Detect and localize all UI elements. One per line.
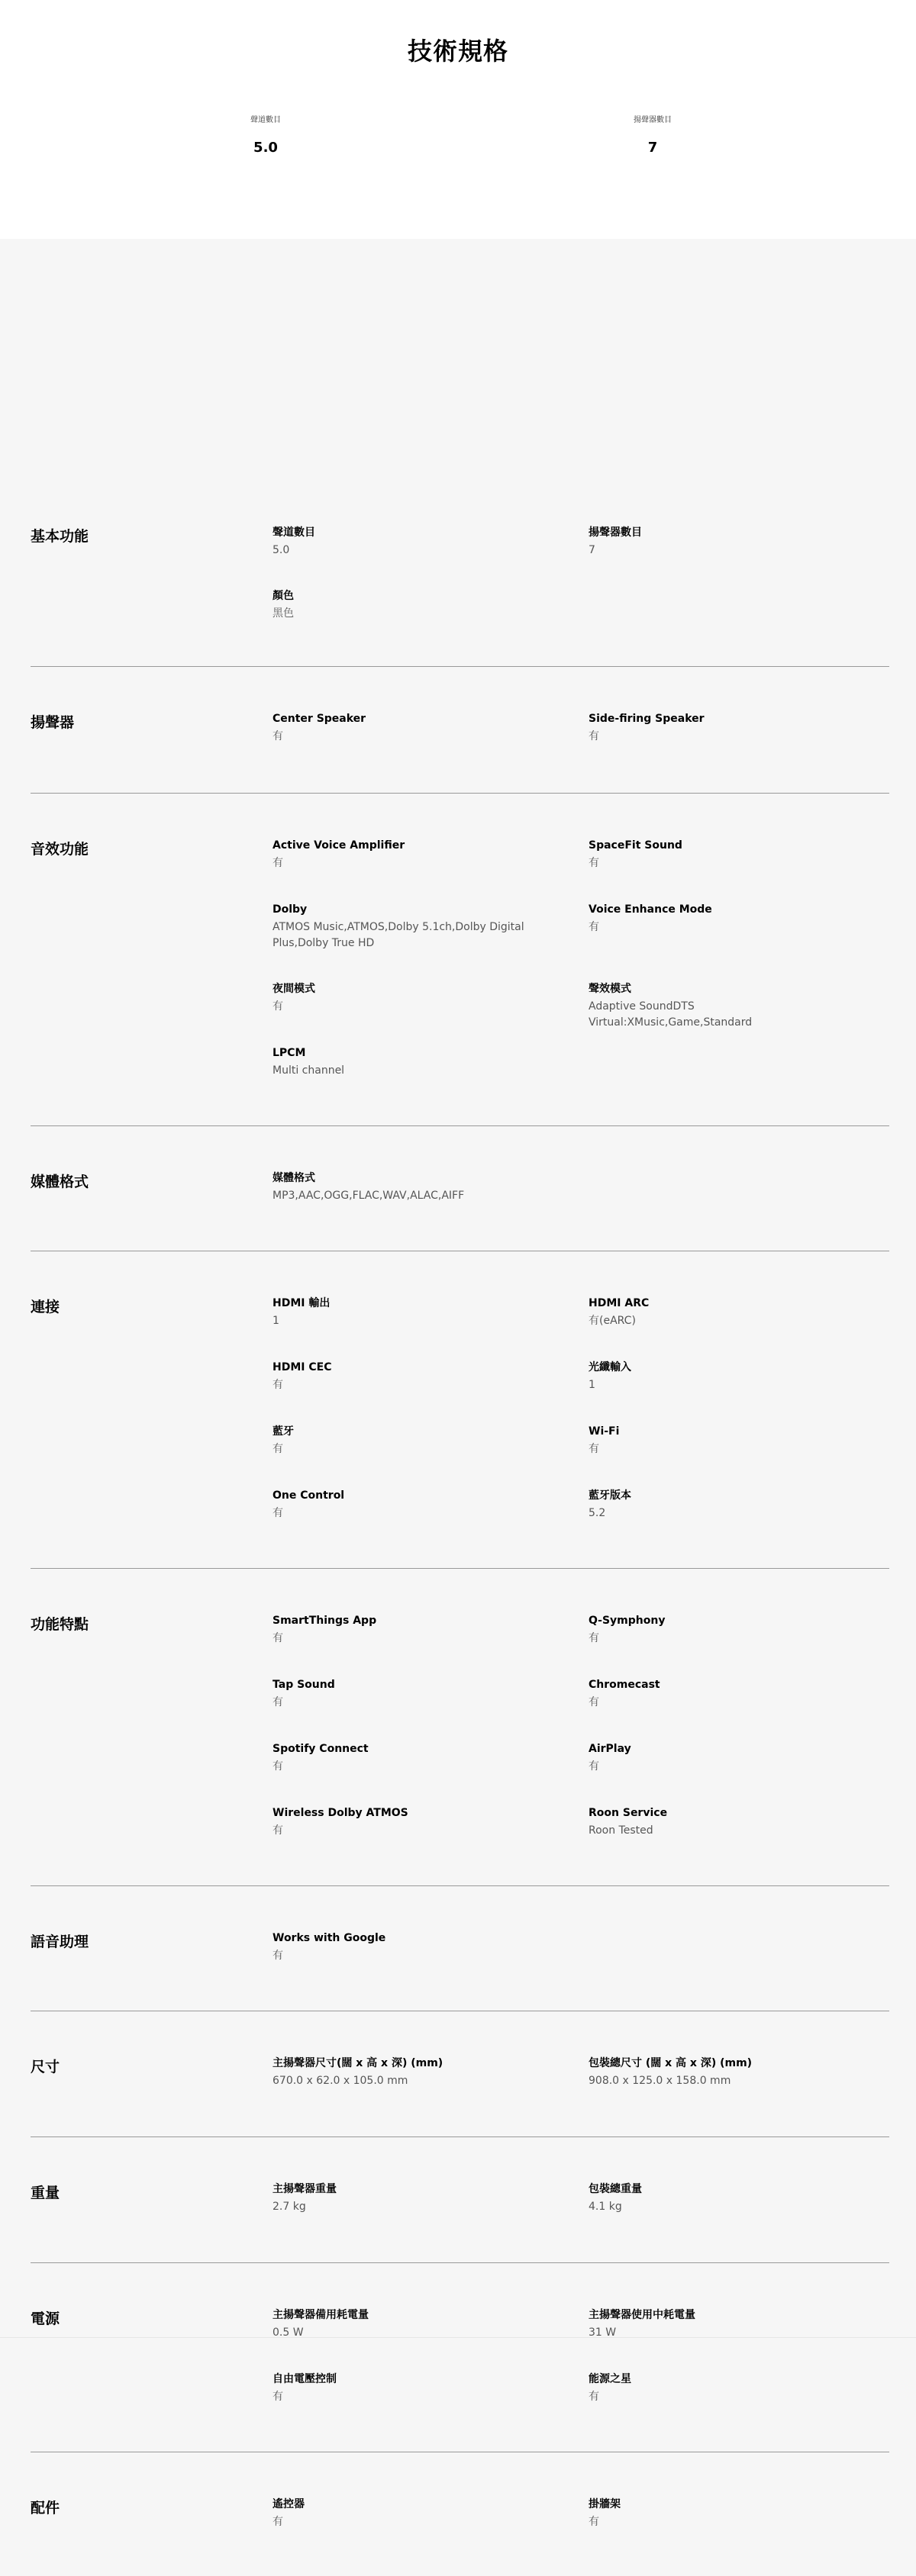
spec-item [273,588,532,622]
spec-value: 31 W [589,2326,617,2339]
spec-label: Side-firing Speaker [589,713,705,725]
spec-label: Wireless Dolby ATMOS [273,1807,408,1819]
spec-value: 908.0 x 125.0 x 158.0 mm [589,2075,731,2087]
spec-section [31,1251,889,1569]
spec-item [589,1488,848,1521]
spec-item [589,2182,848,2215]
spec-item [589,1424,848,1457]
spec-value: 1 [589,1379,595,1391]
summary-value: 5.0 [253,140,278,156]
spec-label: 聲道數目 [273,526,315,539]
spec-item [589,1296,848,1329]
spec-label: 夜間模式 [273,983,315,995]
spec-item [273,1677,532,1711]
summary-item-speakers [576,113,729,156]
spec-value: Roon Tested [589,1824,653,1837]
spec-label: 光纖輸入 [589,1361,631,1373]
spec-item [273,2307,532,2341]
section-title: 連接 [31,1299,60,1315]
spec-item [589,1613,848,1647]
spec-value: 2.7 kg [273,2201,306,2213]
spec-value: 有 [273,1507,283,1519]
spec-value: ATMOS Music,ATMOS,Dolby 5.1ch,Dolby Digital Plus,Dolby True HD [273,921,524,949]
summary-label: 聲道數目 [250,116,281,124]
spec-value: MP3,AAC,OGG,FLAC,WAV,ALAC,AIFF [273,1190,465,1202]
summary-label: 揚聲器數目 [634,116,672,124]
spec-label: Wi-Fi [589,1425,620,1438]
spec-value: 7 [589,544,595,556]
spec-item [589,902,848,935]
spec-item [589,1677,848,1711]
spec-label: One Control [273,1489,345,1502]
spec-item [273,2497,532,2530]
spec-item [273,2056,532,2089]
spec-value: 0.5 W [273,2326,304,2339]
spec-value: 670.0 x 62.0 x 105.0 mm [273,2075,408,2087]
spec-value: 有 [589,2516,599,2528]
spec-item [589,981,848,1031]
spec-item [589,2372,848,2405]
spec-item [589,838,848,871]
header-area [0,0,916,239]
spec-item [273,2372,532,2405]
spec-section [31,1569,889,1886]
spec-label: Chromecast [589,1679,660,1691]
spec-item [273,2182,532,2215]
spec-label: 自由電壓控制 [273,2373,337,2385]
spec-item [589,2497,848,2530]
spec-section [31,2263,889,2452]
spec-value: 有 [273,1950,283,1962]
spec-label: 遙控器 [273,2498,305,2510]
spec-value: 有 [273,1443,283,1455]
footer-divider [0,2337,916,2338]
spec-value: 有 [273,857,283,869]
spec-value: 有 [589,1760,599,1773]
spec-label: 主揚聲器尺寸(闊 x 高 x 深) (mm) [273,2057,443,2069]
spec-item [589,525,848,559]
summary-value: 7 [647,140,658,156]
spec-item [589,2307,848,2341]
section-title: 基本功能 [31,528,89,545]
spec-label: Tap Sound [273,1679,335,1691]
spec-section [31,794,889,1126]
spec-value: 有 [589,1443,599,1455]
spec-label: AirPlay [589,1743,631,1755]
spec-label: 顏色 [273,590,294,602]
spec-value: 有 [273,1000,283,1013]
spec-value: 有 [273,1760,283,1773]
spec-value: 有 [589,730,599,742]
page-title: 技術規格 [407,37,508,66]
spec-value: 有 [273,1696,283,1708]
spec-section [31,2452,889,2576]
section-title: 電源 [31,2310,60,2327]
spec-value: 有 [273,1632,283,1644]
spec-label: 包裝總尺寸 (闊 x 高 x 深) (mm) [589,2057,753,2069]
spec-label: Q-Symphony [589,1615,666,1627]
spec-label: HDMI CEC [273,1361,332,1373]
summary-item-channels [189,113,342,156]
spec-value: Adaptive SoundDTS Virtual:XMusic,Game,Standard [589,1000,753,1029]
spec-label: 聲效模式 [589,983,631,995]
spec-value: 4.1 kg [589,2201,622,2213]
spec-label: 掛牆架 [589,2498,621,2510]
spec-label: 能源之星 [589,2373,631,2385]
spec-label: Roon Service [589,1807,668,1819]
section-title: 音效功能 [31,841,89,858]
spec-item [273,1488,532,1521]
spec-label: 藍牙 [273,1425,294,1438]
spec-item [589,1741,848,1775]
section-title: 功能特點 [31,1616,89,1633]
spec-item [273,902,532,952]
spec-value: 1 [273,1315,279,1327]
spec-value: 有 [589,1632,599,1644]
spec-item [589,711,848,745]
spec-item [273,1805,532,1839]
spec-section [31,2011,889,2137]
spec-item [273,1045,532,1079]
spec-item [273,1170,532,1204]
spec-value: 有 [273,1824,283,1837]
spec-item [273,1424,532,1457]
spec-section [31,1126,889,1251]
spec-label: SpaceFit Sound [589,839,682,852]
spec-value: 有 [273,2391,283,2403]
spec-value: 有 [273,2516,283,2528]
spec-label: LPCM [273,1047,306,1059]
section-title: 語音助理 [31,1934,89,1950]
spec-value: 有 [589,2391,599,2403]
spec-label: Center Speaker [273,713,366,725]
spec-label: Spotify Connect [273,1743,369,1755]
spec-section [31,1886,889,2011]
spec-value: 黑色 [273,607,294,620]
spec-value: 5.2 [589,1507,606,1519]
spec-item [589,1360,848,1393]
spec-section [31,2137,889,2263]
spec-label: HDMI ARC [589,1297,650,1309]
section-title: 尺寸 [31,2059,60,2075]
section-title: 媒體格式 [31,1174,89,1190]
spec-label: 藍牙版本 [589,1489,631,1502]
spec-label: 主揚聲器使用中耗電量 [589,2309,695,2321]
spec-section [31,478,889,667]
spec-label: SmartThings App [273,1615,377,1627]
spec-item [273,1741,532,1775]
spec-label: Works with Google [273,1932,386,1944]
section-title: 揚聲器 [31,714,75,731]
spec-item [273,1360,532,1393]
spec-value: 有 [589,921,599,933]
spec-label: 揚聲器數目 [589,526,642,539]
spec-summary [0,113,916,159]
spec-value: 有 [273,730,283,742]
spec-item [589,1805,848,1839]
section-title: 重量 [31,2185,60,2201]
spec-item [273,981,532,1015]
spec-item [273,711,532,745]
spec-section [31,667,889,794]
spec-value: Multi channel [273,1064,345,1077]
spec-label: 主揚聲器重量 [273,2183,337,2195]
section-title: 配件 [31,2500,60,2516]
spec-item [273,1930,532,1964]
spec-item [273,1296,532,1329]
spec-value: 有 [273,1379,283,1391]
spec-item [589,2056,848,2089]
spec-label: 媒體格式 [273,1172,315,1184]
spec-item [273,1613,532,1647]
spec-label: 主揚聲器備用耗電量 [273,2309,369,2321]
spec-value: 5.0 [273,544,290,556]
spec-item [273,838,532,871]
spec-label: HDMI 輸出 [273,1297,331,1309]
spec-label: Dolby [273,903,308,916]
spec-value: 有 [589,1696,599,1708]
spec-value: 有 [589,857,599,869]
spec-item [273,525,532,559]
spec-label: Active Voice Amplifier [273,839,405,852]
spec-label: 包裝總重量 [589,2183,642,2195]
spec-value: 有(eARC) [589,1315,636,1327]
spec-label: Voice Enhance Mode [589,903,712,916]
